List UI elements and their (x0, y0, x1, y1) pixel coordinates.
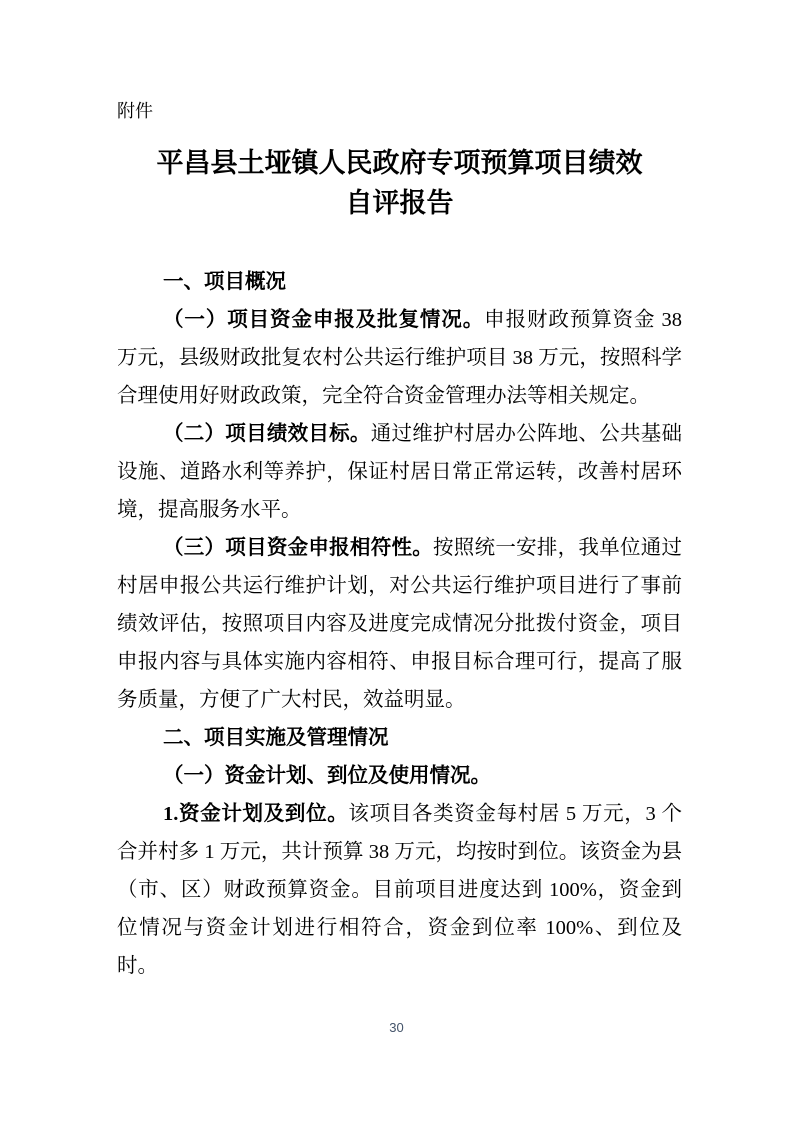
section-heading-2 (117, 719, 682, 757)
document-title-line-1: 平昌县土垭镇人民政府专项预算项目绩效 (156, 148, 643, 178)
paragraph-text: 按照统一安排，我单位通过村居申报公共运行维护计划，对公共运行维护项目进行了事前绩效评估，按照项目内容及进度完成情况分批拨付资金，项目申报内容与具体实施内容相符、申报目标合理可行，提高了服务质量，方便了广大村民，效益明显。 (117, 537, 683, 711)
subsection-heading-fund-plan (117, 757, 682, 795)
paragraph-lead: （一）项目资金申报及批复情况。 (163, 309, 485, 331)
attachment-label: 附件 (117, 101, 153, 121)
paragraph-lead: （二）项目绩效目标。 (163, 423, 371, 445)
paragraph-text: 该项目各类资金每村居 5 万元，3 个合并村多 1 万元，共计预算 38 万元，均按时到位。该资金为县（市、区）财政预算资金。目前项目进度达到 100%，资金到位情况与资金计划进行相符合，资金到位率 100%、到位及时。 (117, 803, 683, 977)
heading-text: （一）资金计划、到位及使用情况。 (163, 765, 491, 787)
paragraph-application-conformity (117, 529, 682, 719)
section-heading-1 (117, 263, 682, 301)
heading-text: 一、项目概况 (163, 271, 286, 293)
document-content (117, 0, 682, 985)
document-title-line-2: 自评报告 (345, 188, 454, 218)
paragraph-lead: （三）项目资金申报相符性。 (163, 537, 434, 559)
heading-text: 二、项目实施及管理情况 (163, 727, 389, 749)
paragraph-text: 申报财政预算资金 38 万元，县级财政批复农村公共运行维护项目 38 万元，按照科学合理使用好财政政策，完全符合资金管理办法等相关规定。 (117, 309, 682, 407)
document-body (117, 263, 682, 985)
paragraph-fund-plan-arrival (117, 795, 682, 985)
paragraph-text: 通过维护村居办公阵地、公共基础设施、道路水利等养护，保证村居日常正常运转，改善村居环境，提高服务水平。 (117, 423, 683, 521)
paragraph-fund-application (117, 301, 682, 415)
document-title (117, 143, 682, 223)
page-number: 30 (389, 1020, 404, 1035)
paragraph-lead: 1.资金计划及到位。 (163, 803, 349, 825)
paragraph-performance-goal (117, 415, 682, 529)
